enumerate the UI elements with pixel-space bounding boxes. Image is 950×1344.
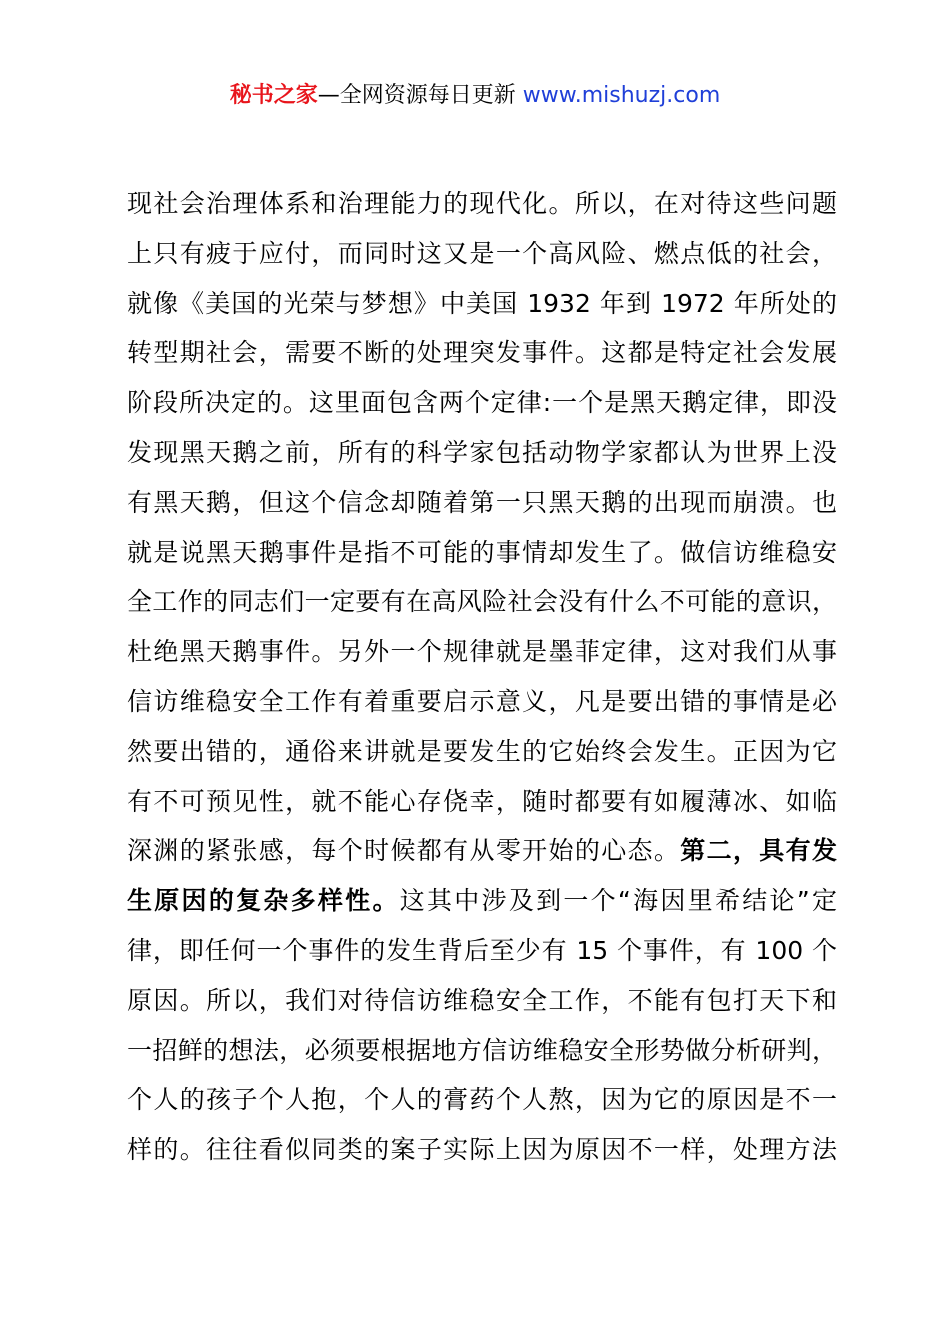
document-body (127, 184, 837, 1180)
text-line: 生原因的复杂多样性。这其中涉及到一个“海因里希结论”定 (127, 886, 837, 916)
bold-heading-fragment: 第二，具有发 (680, 836, 837, 866)
text-line: 就是说黑天鹅事件是指不可能的事情却发生了。做信访维稳安 (127, 537, 837, 567)
site-brand: 秘书之家 (229, 83, 318, 108)
text-line: 转型期社会，需要不断的处理突发事件。这都是特定社会发展 (127, 338, 837, 368)
bold-heading-fragment: 生原因的复杂多样性。 (127, 886, 400, 916)
text-line: 律，即任何一个事件的发生背后至少有 15 个事件，有 100 个 (127, 935, 837, 965)
text-line: 现社会治理体系和治理能力的现代化。所以，在对待这些问题 (127, 189, 837, 218)
text-line: 阶段所决定的。这里面包含两个定律:一个是黑天鹅定律，即没 (127, 388, 837, 418)
text-line: 信访维稳安全工作有着重要启示意义，凡是要出错的事情是必 (127, 686, 837, 716)
text-line: 然要出错的，通俗来讲就是要发生的它始终会发生。正因为它 (127, 736, 837, 766)
site-header (0, 80, 950, 112)
text-line: 有不可预见性，就不能心存侥幸，随时都要有如履薄冰、如临 (127, 786, 837, 816)
text-line: 发现黑天鹅之前，所有的科学家包括动物学家都认为世界上没 (127, 437, 837, 467)
text-line: 全工作的同志们一定要有在高风险社会没有什么不可能的意识， (127, 587, 837, 617)
text-line: 深渊的紧张感，每个时候都有从零开始的心态。第二，具有发 (127, 836, 837, 866)
text-line: 上只有疲于应付，而同时这又是一个高风险、燃点低的社会， (127, 238, 837, 268)
text-line: 个人的孩子个人抱，个人的膏药个人熬，因为它的原因是不一 (127, 1085, 837, 1115)
site-url-link[interactable]: www.mishuzj.com (522, 83, 721, 108)
text-line: 就像《美国的光荣与梦想》中美国 1932 年到 1972 年所处的 (127, 288, 837, 318)
text-line: 原因。所以，我们对待信访维稳安全工作，不能有包打天下和 (127, 985, 837, 1015)
text-line: 有黑天鹅，但这个信念却随着第一只黑天鹅的出现而崩溃。也 (127, 487, 837, 517)
text-line: 杜绝黑天鹅事件。另外一个规律就是墨菲定律，这对我们从事 (127, 637, 837, 667)
site-tagline: —全网资源每日更新 (317, 83, 523, 108)
text-line: 一招鲜的想法，必须要根据地方信访维稳安全形势做分析研判， (127, 1035, 837, 1065)
text-line: 样的。往往看似同类的案子实际上因为原因不一样，处理方法 (127, 1135, 837, 1165)
